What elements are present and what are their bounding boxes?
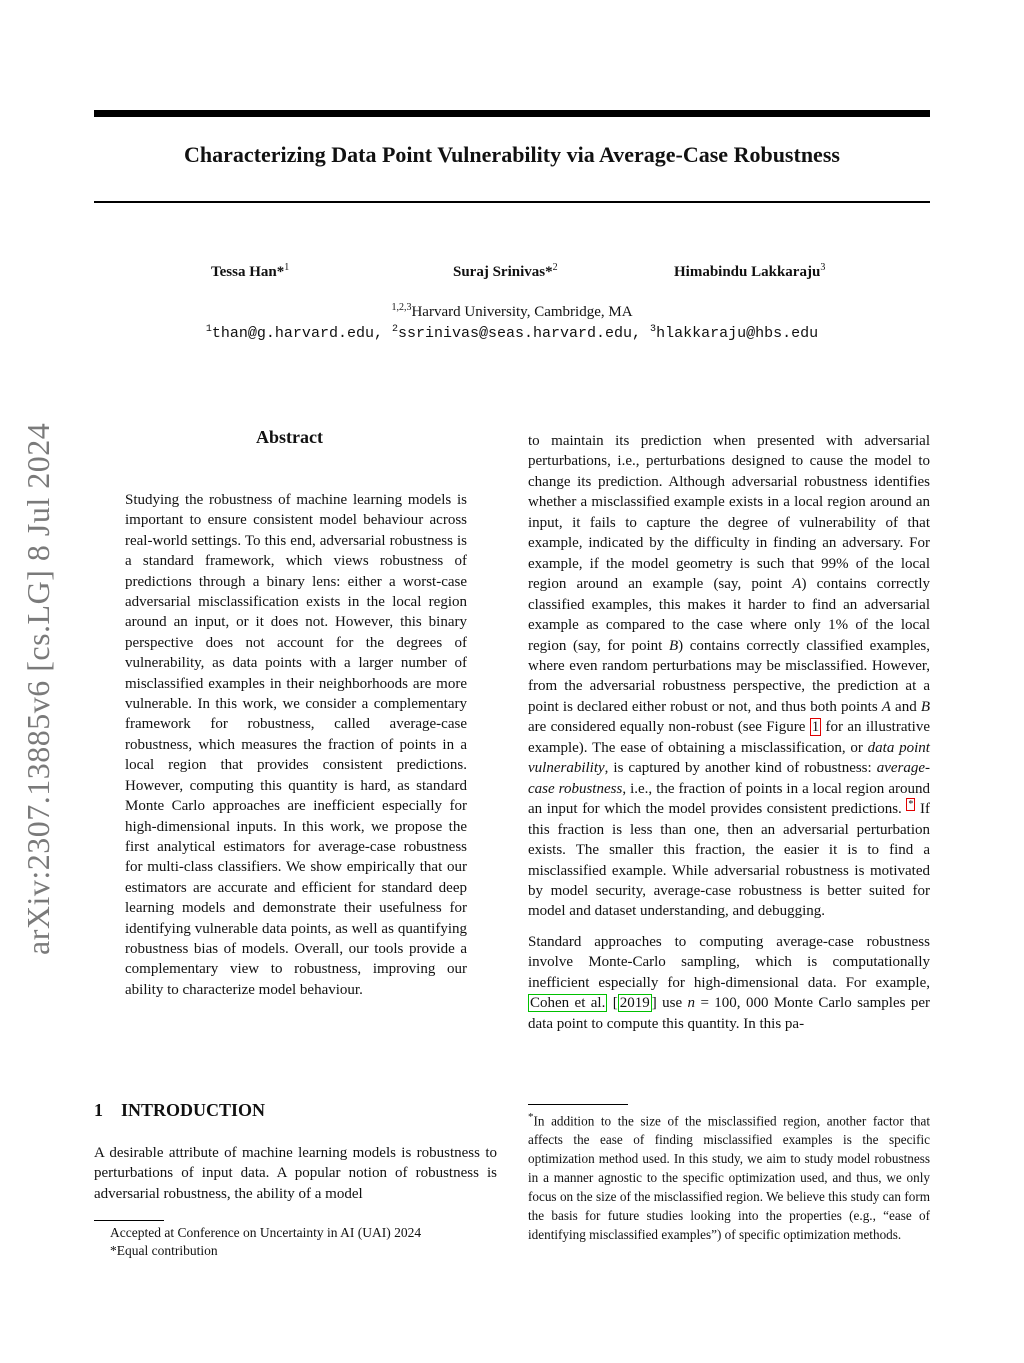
citation-cohen-author[interactable]: Cohen et al. [530,995,606,1012]
footnote-optimization: *In addition to the size of the misclassified region, another factor that affects the ease of finding misclassified examples is the specific optimization method used. In this study, we aim to study model robustness in a manner agnostic to the specific optimization used, and thus, we only focus on the size of the misclassified region. We believe this study can form the basis for future studies looking into the properties (e.g., “ease of identifying misclassified examples”) of specific optimization methods. [528,1111,930,1243]
footnote-rule-left [94,1220,164,1221]
abstract-body: Studying the robustness of machine learning models is important to ensure consistent model behaviour across real-world settings. To this end, adversarial robustness is a standard framework, which views robustness of predictions through a binary lens: either a worst-case adversarial misclassification exists in the local region around an input, or it does not. However, this binary perspective does not account for the degrees of vulnerability, as data points with a larger number of misclassified examples in their neighborhoods are more vulnerable. In this work, we consider a complementary framework for robustness, called average-case robustness, which measures the fraction of points in a local region that provides consistent predictions. However, computing this quantity is hard, as standard Monte Carlo approaches are inefficient especially for high-dimensional inputs. In this work, we propose the first analytical estimators for average-case robustness for multi-class classifiers. We show empirically that our estimators are accurate and efficient for standard deep learning models and demonstrate their usefulness for identifying vulnerable data points, as well as quantifying robustness bias of models. Overall, our tools provide a complementary view to robustness, improving our ability to characterize model behaviour. [125,492,467,998]
abstract-heading: Abstract [256,427,323,447]
email-1[interactable]: than@g.harvard.edu, [211,325,383,342]
footnote-rule-right [528,1104,628,1105]
title-top-rule [94,110,930,117]
footnote-link[interactable]: * [908,799,914,811]
affiliation: $^{1,2,3}$Harvard University, Cambridge, MA [391,302,633,320]
introduction-paragraph: A desirable attribute of machine learning models is robustness to perturbations of input data. A popular notion of robustness is adversarial robustness, the ability of a model [94,1145,497,1202]
page-title: Characterizing Data Point Vulnerability via Average-Case Robustness [184,142,840,167]
author-3: Himabindu Lakkaraju$^3$ [674,262,826,280]
right-paragraph-1: to maintain its prediction when presented with adversarial perturbations, i.e., perturbations designed to cause the model to change its prediction. Although adversarial robustness identifies whether a misclassified example exists in a local region around an input, it fails to capture the degree of vulnerability of that example, indicated by the difficulty in finding an adversary. For example, if the model geometry is such that 99% of the local region around an example (say, point A) contains correctly classified examples, this makes it harder to find an adversarial example as compared to the case where only 1% of the local region (say, for point B) contains correctly classified examples, where even random perturbations may be misclassified. However, from the adversarial robustness perspective, the prediction at a point is declared either robust or not, and thus both points A and B are considered equally non-robust (see Figure 1 for an illustrative example). The ease of obtaining a misclassification, or data point vulnerability, is captured by another kind of robustness: average-case robustness, i.e., the fraction of points in a local region around an input for which the model provides consistent predictions. * If this fraction is less than one, then an adversarial perturbation exists. The smaller this fraction, the easier it is to find a misclassified example. While adversarial robustness is motivated by model security, average-case robustness is better suited for model and dataset understanding, and debugging. [528,433,930,920]
footnotes-left [110,1224,421,1260]
author-1: Tessa Han*$^1$ [211,262,290,280]
figure-1-link[interactable]: 1 [811,719,820,736]
author-2: Suraj Srinivas*$^2$ [453,262,558,280]
email-3[interactable]: hlakkaraju@hbs.edu [656,325,819,342]
right-column-text [528,431,930,1044]
title-bottom-rule [94,201,930,203]
right-paragraph-2: Standard approaches to computing average-case robustness involve Monte-Carlo sampling, which is computationally inefficient especially for high-dimensional data. For example, Cohen et al. [ 2019 ] use n = 100, 000 Monte Carlo samples per data point to compute this quantity. In this pa- [528,933,930,1032]
footnote-equal-contribution: *Equal contribution [110,1243,218,1258]
footnote-venue: Accepted at Conference on Uncertainty in AI (UAI) 2024 [110,1225,422,1240]
author-emails: $^1$than@g.harvard.edu, $^2$ssrinivas@seas.harvard.edu, $^3$hlakkaraju@hbs.edu [205,324,819,342]
arxiv-identifier: arXiv:2307.13885v6 [cs.LG] 8 Jul 2024 [20,422,56,955]
citation-cohen-year[interactable]: 2019 [619,995,650,1012]
section-heading-introduction: 1 INTRODUCTION [94,1100,266,1120]
email-2[interactable]: ssrinivas@seas.harvard.edu, [397,325,642,342]
